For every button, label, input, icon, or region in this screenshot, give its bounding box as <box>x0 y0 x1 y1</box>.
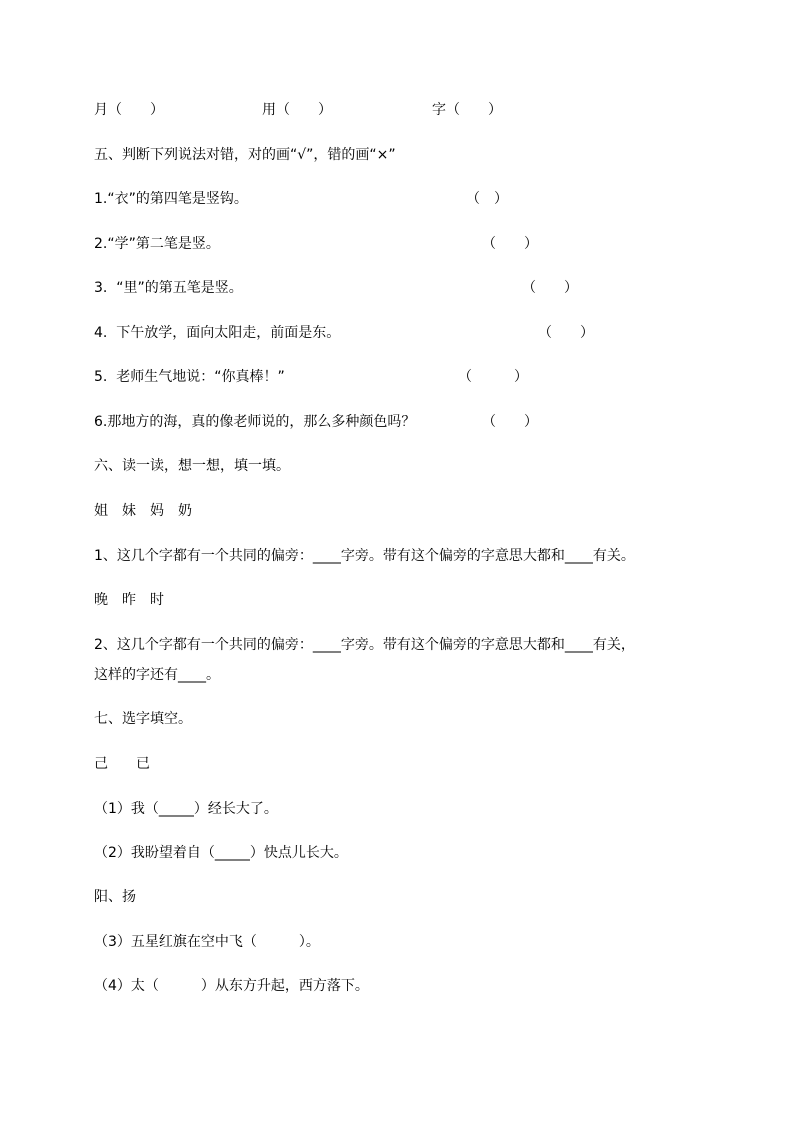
section-7-title: 七、选字填空。 <box>94 711 192 727</box>
top-row-item-3: 字（ ） <box>432 102 502 118</box>
judge-answer-blank-1[interactable]: （ ） <box>466 191 508 207</box>
fill-question-3: （3）五星红旗在空中飞（ ）。 <box>94 934 320 950</box>
character-pair-2: 阳、扬 <box>94 889 136 905</box>
judge-question-6: 6.那地方的海，真的像老师说的，那么多种颜色吗？ <box>94 414 416 430</box>
radical-question-1: 1、这几个字都有一个共同的偏旁：____字旁。带有这个偏旁的字意思大都和____有关。 <box>94 548 635 564</box>
judge-question-4: 4. 下午放学，面向太阳走，前面是东。 <box>94 325 341 341</box>
judge-answer-blank-5[interactable]: （ ） <box>458 369 528 385</box>
character-group-1: 姐 妹 妈 奶 <box>94 503 192 519</box>
character-group-2: 晚 昨 时 <box>94 592 164 608</box>
fill-question-1: （1）我（_____）经长大了。 <box>94 801 278 817</box>
section-5-title: 五、判断下列说法对错，对的画“√”，错的画“×” <box>94 147 396 163</box>
character-pair-1: 己 已 <box>94 756 150 772</box>
top-row-item-2: 用（ ） <box>262 102 332 118</box>
section-6-title: 六、读一读，想一想，填一填。 <box>94 458 290 474</box>
radical-question-2-line-2: 这样的字还有____。 <box>94 667 220 683</box>
judge-question-1: 1.“衣”的第四笔是竖钩。 <box>94 191 248 207</box>
top-row-item-1: 月（ ） <box>94 102 164 118</box>
fill-question-2: （2）我盼望着自（_____）快点儿长大。 <box>94 845 348 861</box>
judge-question-5: 5. 老师生气地说：“你真棒！” <box>94 369 285 385</box>
judge-answer-blank-3[interactable]: （ ） <box>522 280 578 296</box>
radical-question-2-line-1: 2、这几个字都有一个共同的偏旁：____字旁。带有这个偏旁的字意思大都和____有关， <box>94 637 635 653</box>
judge-answer-blank-6[interactable]: （ ） <box>482 414 538 430</box>
judge-answer-blank-4[interactable]: （ ） <box>538 325 594 341</box>
judge-question-2: 2.“学”第二笔是竖。 <box>94 236 220 252</box>
judge-answer-blank-2[interactable]: （ ） <box>482 236 538 252</box>
judge-question-3: 3. “里”的第五笔是竖。 <box>94 280 243 296</box>
fill-question-4: （4）太（ ）从东方升起，西方落下。 <box>94 978 369 994</box>
